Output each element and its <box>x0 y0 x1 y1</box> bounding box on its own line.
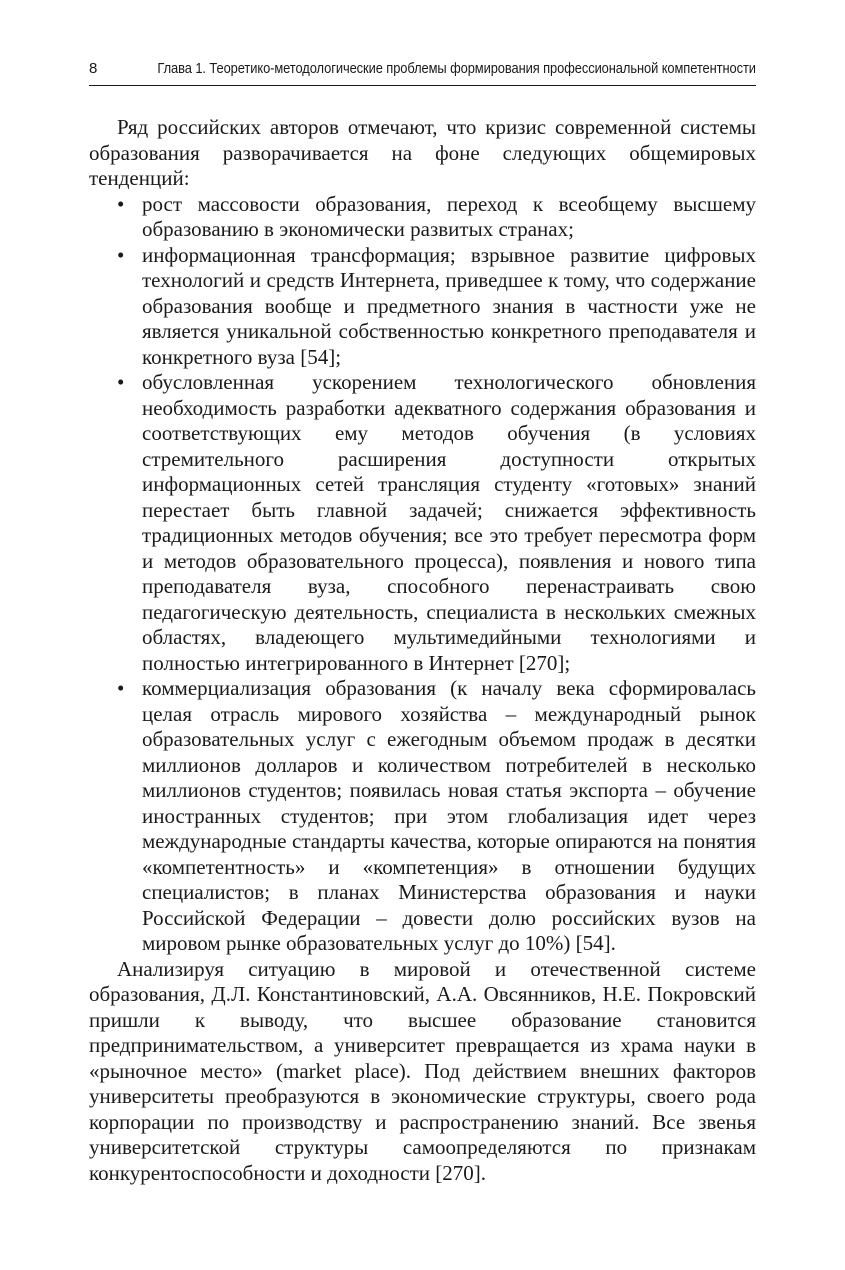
bullet-icon: • <box>117 242 125 267</box>
list-item-text: коммерциализация образования (к началу века сформировалась целая отрасль мирового хозяйства – международный рынок образовательных услуг с ежегодным объемом продаж в десятки миллионов долларов и количеством потребителей в несколько миллионов студентов; появилась новая статья экспорта – обучение иностранных студентов; при этом глобализация идет через международные стандарты качества, которые опираются на понятия «компетентность» и «компетенция» в отношении будущих специалистов; в планах Министерства образования и науки Российской Федерации – довести долю российских вузов на мировом рынке образовательных услуг до 10%) [54]. <box>142 676 756 955</box>
list-item <box>117 242 756 371</box>
book-page <box>89 0 756 1270</box>
intro-paragraph: Ряд российских авторов отмечают, что кризис современной системы образования разворачивается на фоне следующих общемировых тенденций: <box>89 115 756 190</box>
list-item-text: обусловленная ускорением технологического обновления необходимость разработки адекватного содержания образования и соответствующих ему методов обучения (в условиях стремительного расширения доступности открытых информационных сетей трансляция студенту «готовых» знаний перестает быть главной задачей; снижается эффективность традиционных методов обучения; все это требует пересмотра форм и методов образовательного процесса), появления и нового типа преподавателя вуза, способного перенастраивать свою педагогическую деятельность, специалиста в нескольких смежных областях, владеющего мультимедийными технологиями и полностью интегрированного в Интернет [270]; <box>142 370 756 675</box>
trends-list <box>89 192 756 957</box>
list-item <box>117 370 756 676</box>
body-text <box>89 115 756 1186</box>
bullet-icon: • <box>117 370 125 394</box>
chapter-title: Глава 1. Теоретико-методологические проблемы формирования профессиональной компетентности <box>157 60 756 77</box>
page-number: 8 <box>89 60 98 77</box>
running-header <box>89 56 756 82</box>
list-item <box>117 676 756 957</box>
list-item-text: рост массовости образования, переход к всеобщему высшему образованию в экономически развитых странах; <box>142 191 756 241</box>
bullet-icon: • <box>117 676 125 700</box>
list-item-text: информационная трансформация; взрывное развитие цифровых технологий и средств Интернета, приведшее к тому, что содержание образования вообще и предметного знания в частности уже не является уникальной собственностью конкретного преподавателя и конкретного вуза [54]; <box>142 242 756 369</box>
list-item <box>117 191 756 243</box>
conclusion-paragraph: Анализируя ситуацию в мировой и отечественной системе образования, Д.Л. Константиновский, А.А. Овсянников, Н.Е. Покровский пришли к выводу, что высшее образование становится предпринимательством, а университет превращается из храма науки в «рыночное место» (market place). Под действием внешних факторов университеты преобразуются в экономические структуры, своего рода корпорации по производству и распространению знаний. Все звенья университетской структуры самоопределяются по признакам конкурентоспособности и доходности [270]. <box>89 956 756 1185</box>
header-rule <box>89 85 756 86</box>
bullet-icon: • <box>117 191 125 216</box>
